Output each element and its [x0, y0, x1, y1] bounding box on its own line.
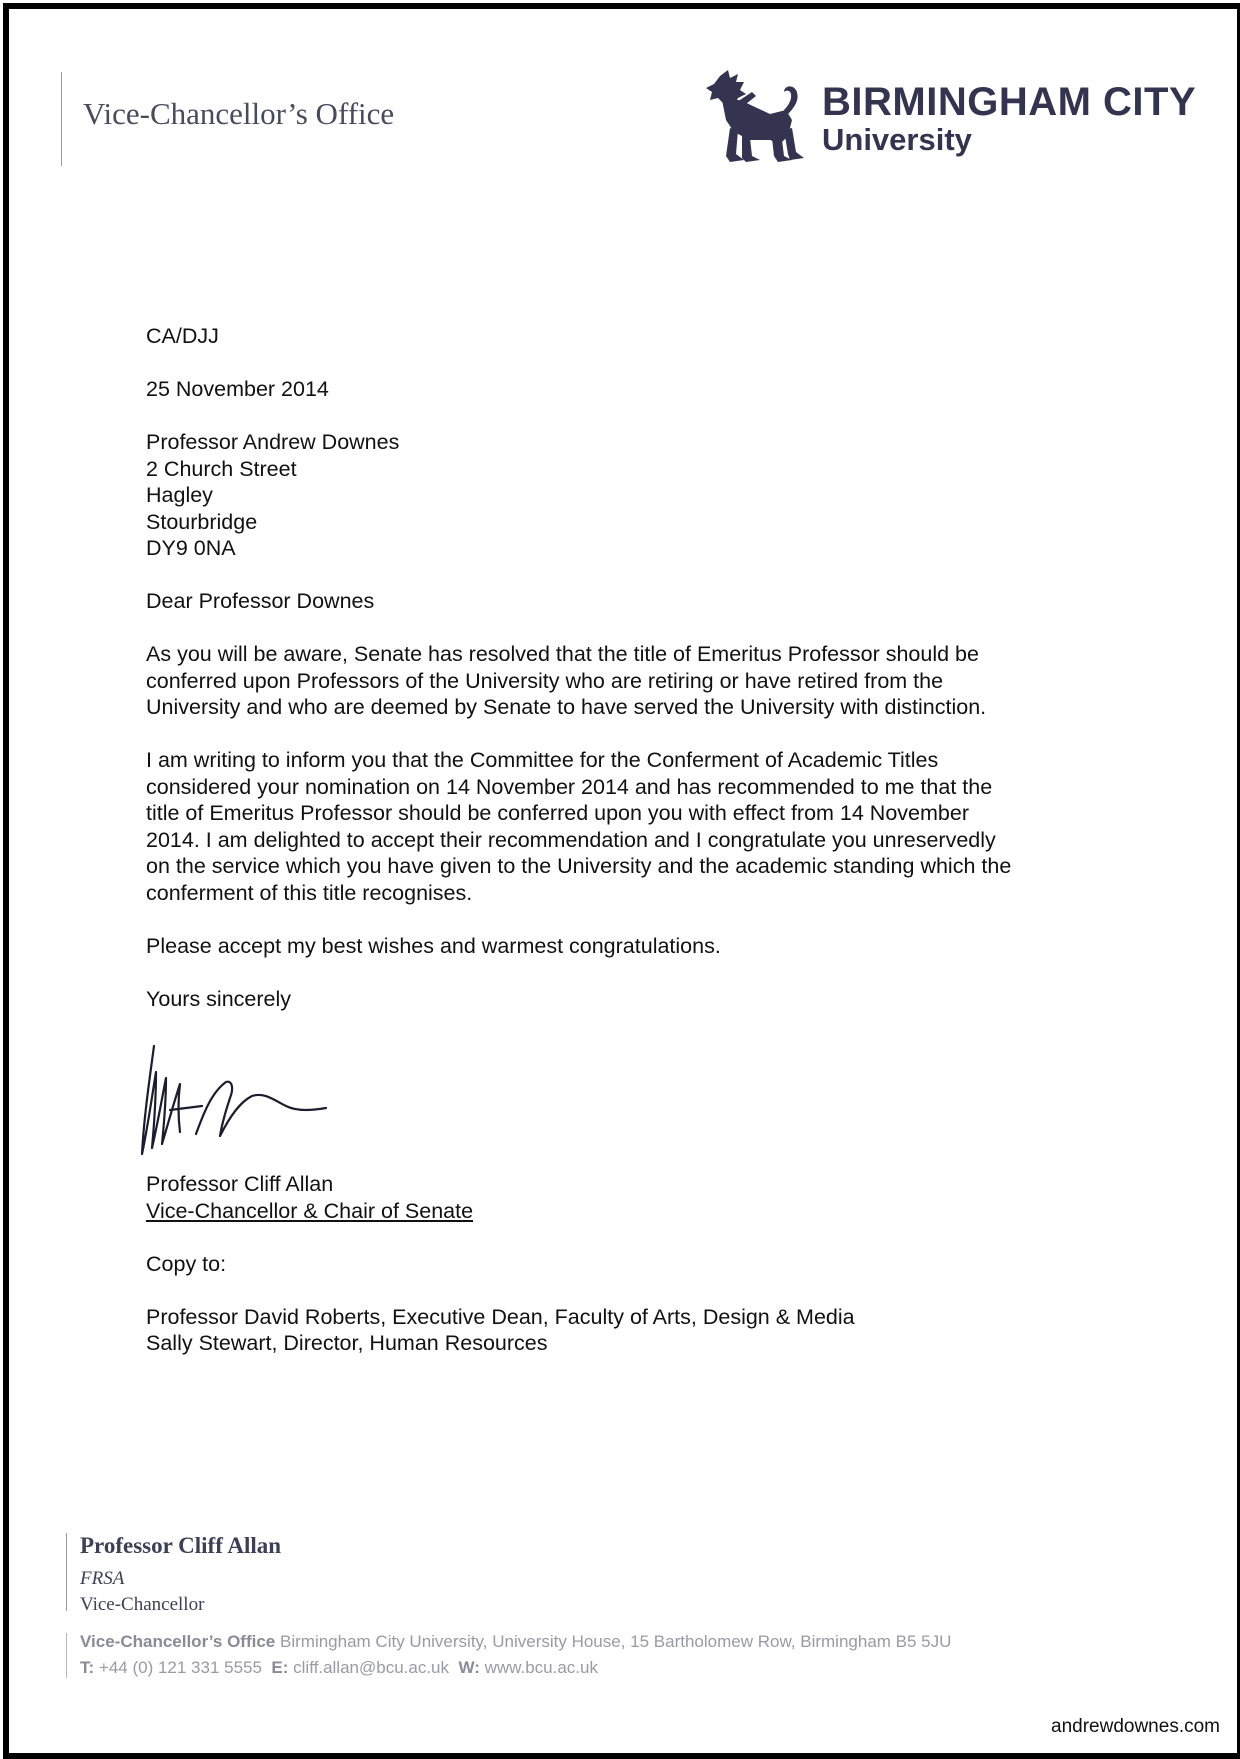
footer-contact — [80, 1658, 598, 1678]
closing: Yours sincerely — [146, 986, 291, 1011]
web-link[interactable]: www.bcu.ac.uk — [484, 1658, 598, 1677]
watermark: andrewdownes.com — [1051, 1716, 1220, 1737]
paragraph-3: Please accept my best wishes and warmest congratulations. — [146, 933, 721, 958]
paragraph-line: conferment of this title recognises. — [146, 880, 473, 905]
logo-subtitle: University — [822, 122, 972, 157]
paragraph-line: University and who are deemed by Senate to have served the University with distinction. — [146, 695, 987, 719]
paragraph-line: As you will be aware, Senate has resolved that the title of Emeritus Professor should be — [146, 642, 979, 666]
email-label: E: — [271, 1658, 289, 1677]
salutation: Dear Professor Downes — [146, 589, 375, 613]
signer-name: Professor Cliff Allan — [146, 1172, 334, 1196]
copy-recipient: Sally Stewart, Director, Human Resources — [146, 1331, 548, 1355]
letter-date: 25 November 2014 — [146, 377, 329, 401]
paragraph-line: conferred upon Professors of the University who are retiring or have retired from the — [146, 668, 944, 693]
paragraph-line: considered your nomination on 14 November 2014 and has recommended to me that the — [146, 774, 993, 799]
paragraph-line: 2014. I am delighted to accept their recommendation and I congratulate you unreservedly — [146, 827, 996, 852]
letter-body — [146, 323, 1106, 1357]
footer-divider — [66, 1533, 67, 1611]
recipient-line: Professor Andrew Downes — [146, 430, 400, 454]
lion-rampant-icon — [700, 70, 808, 166]
header-divider — [61, 72, 62, 166]
phone-label: T: — [80, 1658, 95, 1677]
recipient-line: 2 Church Street — [146, 456, 297, 481]
logo-wordmark: BIRMINGHAM CITY — [822, 80, 1197, 124]
signer-title: Vice-Chancellor & Chair of Senate — [146, 1198, 474, 1223]
recipient-line: DY9 0NA — [146, 536, 236, 560]
recipient-address — [146, 429, 1106, 562]
handwritten-signature — [140, 1036, 370, 1171]
paragraph-2 — [146, 747, 1106, 906]
copy-recipient: Professor David Roberts, Executive Dean, Faculty of Arts, Design & Media — [146, 1304, 855, 1329]
signature — [140, 1036, 370, 1171]
university-logo — [700, 70, 1197, 170]
web-label: W: — [458, 1658, 480, 1677]
footer-contact-divider — [66, 1633, 67, 1678]
address-label: Vice-Chancellor’s Office — [80, 1632, 276, 1651]
copy-list — [146, 1304, 1106, 1357]
footer-role: Vice-Chancellor — [80, 1594, 205, 1615]
paragraph-1 — [146, 641, 1106, 721]
phone-number: +44 (0) 121 331 5555 — [98, 1658, 262, 1677]
recipient-line: Hagley — [146, 483, 213, 507]
email-link[interactable]: cliff.allan@bcu.ac.uk — [293, 1658, 450, 1677]
office-title: Vice-Chancellor’s Office — [83, 96, 395, 131]
footer-name: Professor Cliff Allan — [80, 1533, 282, 1558]
address-text: Birmingham City University, University House, 15 Bartholomew Row, Birmingham B5 5JU — [280, 1632, 952, 1651]
copy-label: Copy to: — [146, 1251, 227, 1276]
footer-honorific: FRSA — [80, 1568, 125, 1589]
recipient-line: Stourbridge — [146, 509, 258, 534]
paragraph-line: on the service which you have given to the University and the academic standing which the — [146, 854, 1012, 878]
paragraph-line: title of Emeritus Professor should be conferred upon you with effect from 14 November — [146, 801, 969, 825]
letter-reference: CA/DJJ — [146, 324, 219, 348]
footer-address — [80, 1632, 951, 1652]
paragraph-line: I am writing to inform you that the Committee for the Conferment of Academic Titles — [146, 748, 939, 772]
